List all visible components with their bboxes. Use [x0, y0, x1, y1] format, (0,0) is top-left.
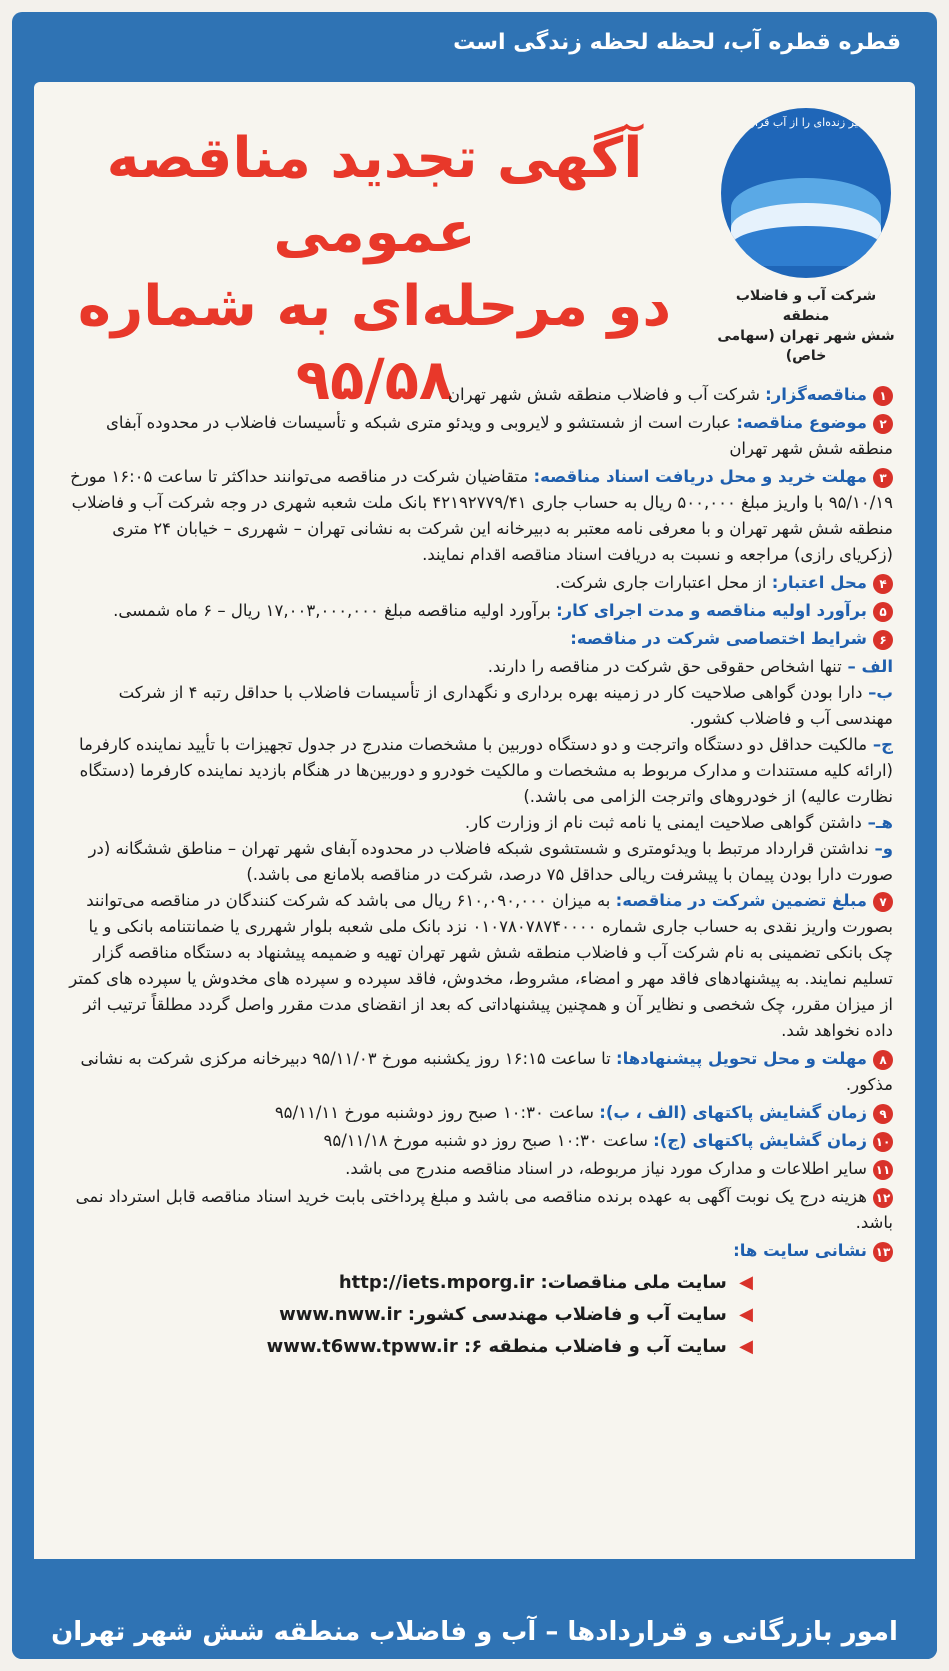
item-2: ۲موضوع مناقصه: عبارت است از شستشو و لایروبی و ویدئو متری شبکه و تأسیسات فاضلاب در محدوده آبفای منطقه شش شهر تهران [105, 413, 893, 458]
item-6: ۶شرایط اختصاصی شرکت در مناقصه: [60, 626, 893, 652]
site-link-nww[interactable]: www.nww.ir [279, 1304, 402, 1325]
item-13: ۱۳نشانی سایت ها: [60, 1238, 893, 1264]
site-row-region6: ◀ سایت آب و فاضلاب منطقه ۶: www.t6ww.tpww.ir [266, 1336, 753, 1357]
advertisement-frame [12, 12, 937, 1659]
notice-paper [34, 82, 915, 1582]
arrow-left-icon: ◀ [739, 1304, 753, 1325]
item-9: ۹زمان گشایش پاکتهای (الف ، ب): ساعت ۱۰:۳۰ صبح روز دوشنبه مورخ ۹۵/۱۱/۱۱ [60, 1100, 893, 1126]
notice-body [60, 382, 893, 1366]
condition-alef: الف – تنها اشخاص حقوقی حق شرکت در مناقصه را دارند. [487, 657, 893, 676]
site-link-region6[interactable]: www.t6ww.tpww.ir [266, 1336, 458, 1357]
condition-he: هـ– داشتن گواهی صلاحیت ایمنی یا نامه ثبت نام از وزارت کار. [464, 813, 893, 832]
water-drop-logo-icon [721, 108, 891, 278]
notice-title [64, 122, 685, 418]
company-logo-block [711, 108, 901, 364]
company-name-line2: شش شهر تهران (سهامی خاص) [717, 328, 895, 364]
item-7: ۷مبلغ تضمین شرکت در مناقصه: به میزان ۶۱۰,۰۹۰,۰۰۰ ریال می باشد که شرکت کنندگان در مناقصه می‌توانند بصورت واریز نقدی به حساب جاری شماره ۰۱۰۷۸۰۷۸۷۴۰۰۰۰ نزد بانک ملی شعبه بلوار شهرری یا ضمانتنامه بانکی و یا چک بانکی تضمینی به نام شرکت آب و فاضلاب منطقه شش شهر تهران تهیه و ضمیمه پیشنهاد به دستگاه مناقصه گزار تسلیم نمایند. به پیشنهادهای فاقد مهر و امضاء، مشروط، مخدوش، فاقد سپرده و سپرده های مخدوش یا سپرده های کمتر از میزان مقرر، چک شخصی و نظایر آن و همچنین پیشنهاداتی که بعد از انقضای مدت مقرر واصل گردد مطلقاً ترتیب اثر داده نخواهد شد. [69, 891, 893, 1040]
footer-band [12, 1559, 937, 1659]
condition-jim: ج– مالکیت حداقل دو دستگاه واترجت و دو دستگاه دوربین با مشخصات مندرج در جدول تجهیزات با تأیید نماینده کارفرما (ارائه کلیه مستندات و مدارک مربوط به مشخصات و مالکیت خودرو و دوربین‌ها در هنگام بازدید نماینده کارفرما (دستگاه نظارت عالیه) از خودروهای واترجت الزامی می باشد.) [78, 735, 893, 806]
footer-text: امور بازرگانی و قراردادها – آب و فاضلاب منطقه شش شهر تهران [51, 1617, 898, 1647]
item-12: ۱۲هزینه درج یک نوبت آگهی به عهده برنده مناقصه می باشد و مبلغ پرداختی بابت خرید اسناد مناقصه قابل استرداد نمی باشد. [75, 1187, 893, 1232]
arrow-left-icon: ◀ [739, 1272, 753, 1293]
condition-be: ب– دارا بودن گواهی صلاحیت کار در زمینه بهره برداری و نگهداری از تأسیسات فاضلاب با حداقل رتبه ۴ از شرکت مهندسی آب و فاضلاب کشور. [118, 683, 893, 728]
arrow-left-icon: ◀ [739, 1336, 753, 1357]
item-4: ۴محل اعتبار: از محل اعتبارات جاری شرکت. [60, 570, 893, 596]
item-5: ۵برآورد اولیه مناقصه و مدت اجرای کار: برآورد اولیه مناقصه مبلغ ۱۷,۰۰۳,۰۰۰,۰۰۰ ریال – ۶ ماه شمسی. [60, 598, 893, 624]
title-line2: دو مرحله‌ای به شماره ۹۵/۵۸ [77, 274, 672, 413]
company-name-line1: شرکت آب و فاضلاب منطقه [735, 288, 877, 324]
site-row-nww: ◀ سایت آب و فاضلاب مهندسی کشور: www.nww.ir [279, 1304, 753, 1325]
logo-motto: ز هر چیز زنده‌ای را از آب قرار دادیم [723, 116, 889, 129]
item-8: ۸مهلت و محل تحویل پیشنهادها: تا ساعت ۱۶:۱۵ روز یکشنبه مورخ ۹۵/۱۱/۰۳ دبیرخانه مرکزی شرکت به نشانی مذکور. [80, 1049, 893, 1094]
item-11: ۱۱سایر اطلاعات و مدارک مورد نیاز مربوطه، در اسناد مناقصه مندرج می باشد. [60, 1156, 893, 1182]
site-row-national-tenders: ◀ سایت ملی مناقصات: http://iets.mporg.ir [338, 1272, 753, 1293]
item-1: ۱مناقصه‌گزار: شرکت آب و فاضلاب منطقه شش شهر تهران [60, 382, 893, 408]
item-3: ۳مهلت خرید و محل دریافت اسناد مناقصه: متقاضیان شرکت در مناقصه می‌توانند حداکثر تا ساعت ۱۶:۰۵ مورخ ۹۵/۱۰/۱۹ با واریز مبلغ ۵۰۰,۰۰۰ ریال به حساب جاری ۴۲۱۹۲۷۷۹/۴۱ بانک ملت شعبه شهری در وجه شرکت آب و فاضلاب منطقه شش شهر تهران و با معرفی نامه معتبر به دبیرخانه این شرکت به نشانی تهران – شهرری – خیابان ۲۴ متری (زکریای رازی) مراجعه و نسبت به دریافت اسناد مناقصه اقدام نمایند. [70, 467, 893, 564]
condition-vav: و– نداشتن قرارداد مرتبط با ویدئومتری و شستشوی شبکه فاضلاب در محدوده آبفای شهر تهران – مناطق ششگانه (در صورت دارا بودن پیمان با پیشرفت ریالی حداقل ۷۵ درصد، شرکت در مناقصه بلامانع می باشد.) [88, 839, 893, 884]
company-name [711, 286, 901, 366]
website-list [60, 1270, 893, 1360]
site-link-national-tenders[interactable]: http://iets.mporg.ir [338, 1272, 535, 1293]
title-line1: آگهی تجدید مناقصه عمومی [106, 126, 643, 265]
item-10: ۱۰زمان گشایش پاکتهای (ج): ساعت ۱۰:۳۰ صبح روز دو شنبه مورخ ۹۵/۱۱/۱۸ [60, 1128, 893, 1154]
slogan: قطره قطره آب، لحظه لحظه زندگی است [453, 30, 901, 55]
